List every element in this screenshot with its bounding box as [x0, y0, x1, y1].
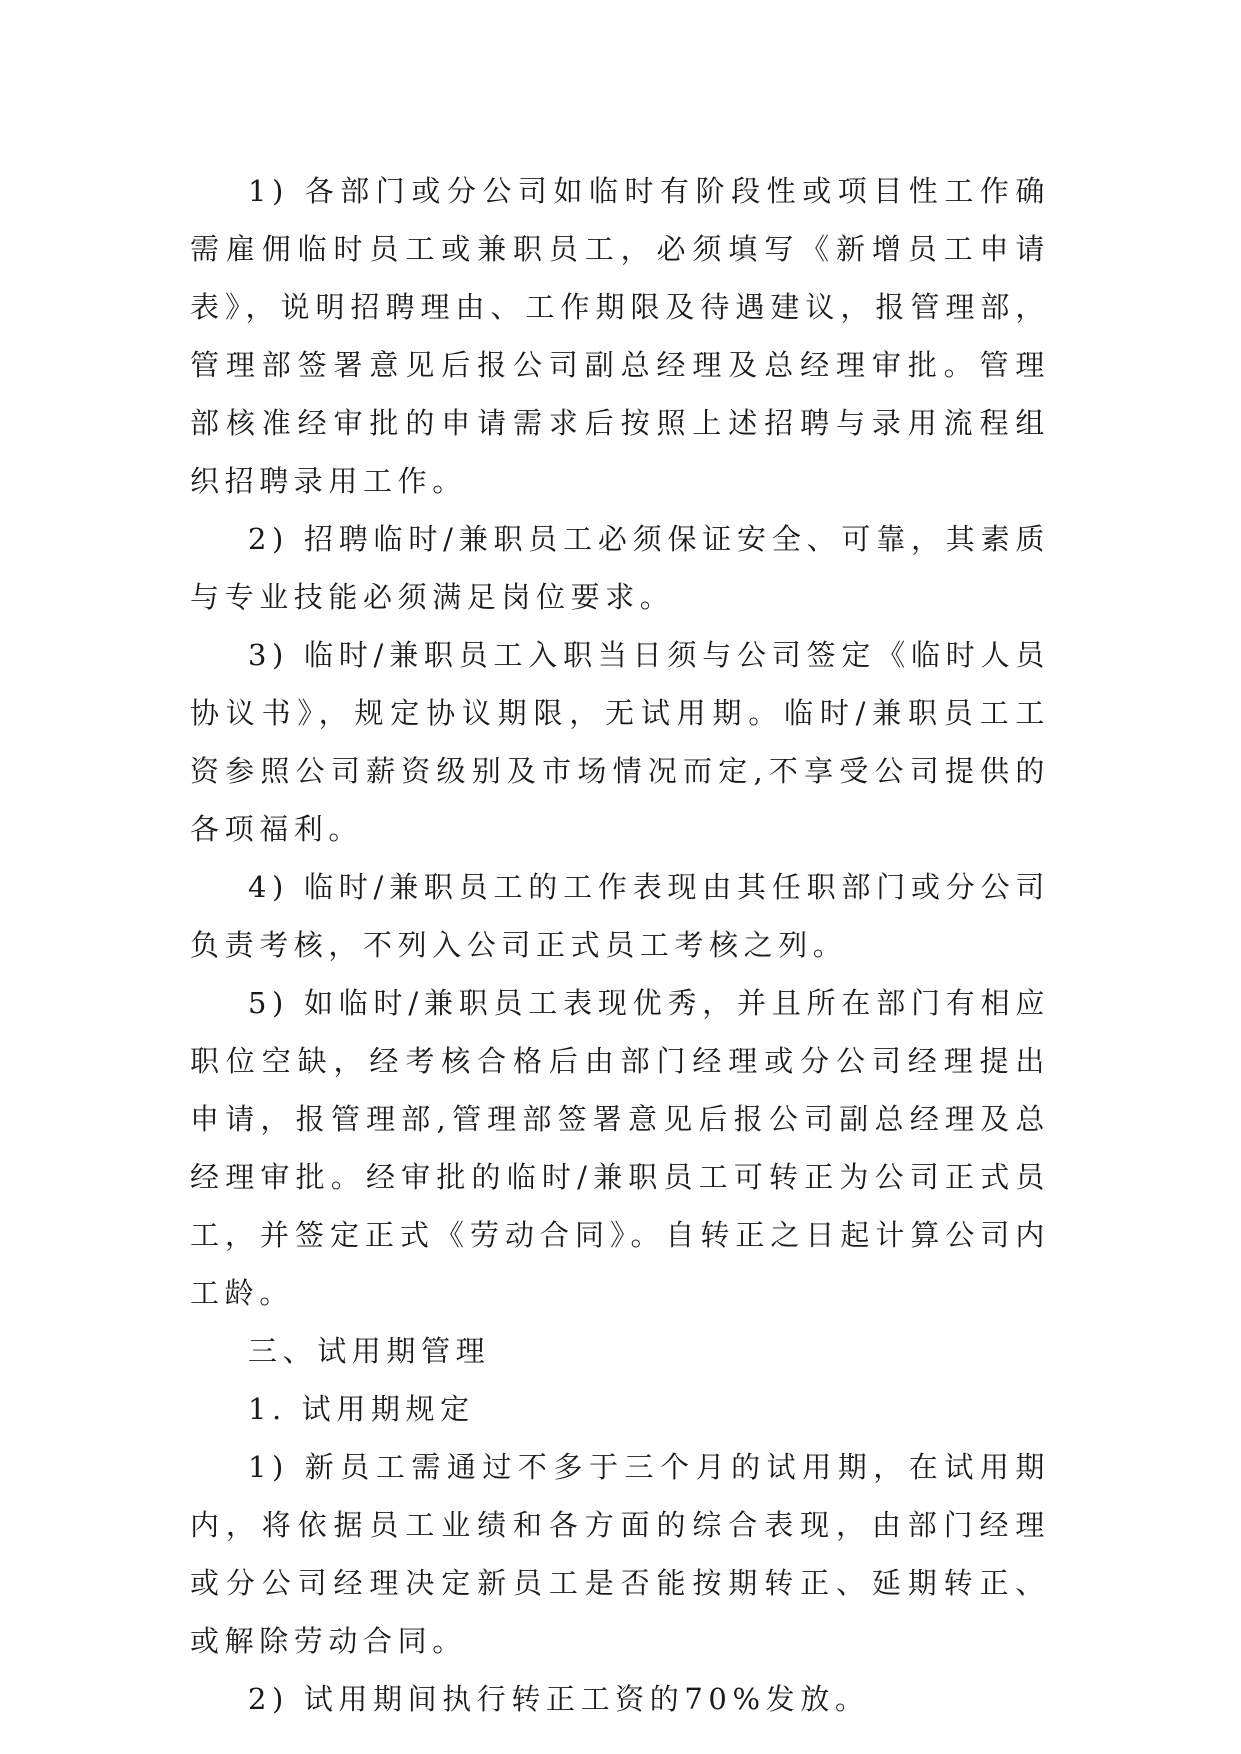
paragraph-temp-staff-application: 1) 各部门或分公司如临时有阶段性或项目性工作确需雇佣临时员工或兼职员工，必须填写《新增员工申请表》，说明招聘理由、工作期限及待遇建议，报管理部，管理部签署意见后报公司副总经理及总经理审批。管理部核准经审批的申请需求后按照上述招聘与录用流程组织招聘录用工作。: [190, 174, 1050, 498]
paragraph-temp-staff-conversion: 5) 如临时/兼职员工表现优秀，并且所在部门有相应职位空缺，经考核合格后由部门经理或分公司经理提出申请，报管理部,管理部签署意见后报公司副总经理及总经理审批。经审批的临时/兼职员工可转正为公司正式员工，并签定正式《劳动合同》。自转正之日起计算公司内工龄。: [190, 986, 1050, 1310]
section-heading-probation: 三、试用期管理: [248, 1334, 491, 1368]
paragraph-temp-staff-assessment: 4) 临时/兼职员工的工作表现由其任职部门或分公司负责考核，不列入公司正式员工考核之列。: [190, 870, 1050, 962]
paragraph-temp-staff-requirements: 2) 招聘临时/兼职员工必须保证安全、可靠，其素质与专业技能必须满足岗位要求。: [190, 522, 1050, 614]
document-body: [190, 162, 1050, 1728]
paragraph-probation-salary: 2) 试用期间执行转正工资的70%发放。: [248, 1682, 870, 1716]
subsection-heading-probation-rules: 1. 试用期规定: [248, 1392, 475, 1426]
paragraph-temp-staff-agreement: 3) 临时/兼职员工入职当日须与公司签定《临时人员协议书》，规定协议期限，无试用期。临时/兼职员工工资参照公司薪资级别及市场情况而定,不享受公司提供的各项福利。: [190, 638, 1050, 846]
paragraph-probation-period: 1) 新员工需通过不多于三个月的试用期，在试用期内，将依据员工业绩和各方面的综合表现，由部门经理或分公司经理决定新员工是否能按期转正、延期转正、或解除劳动合同。: [190, 1450, 1050, 1658]
